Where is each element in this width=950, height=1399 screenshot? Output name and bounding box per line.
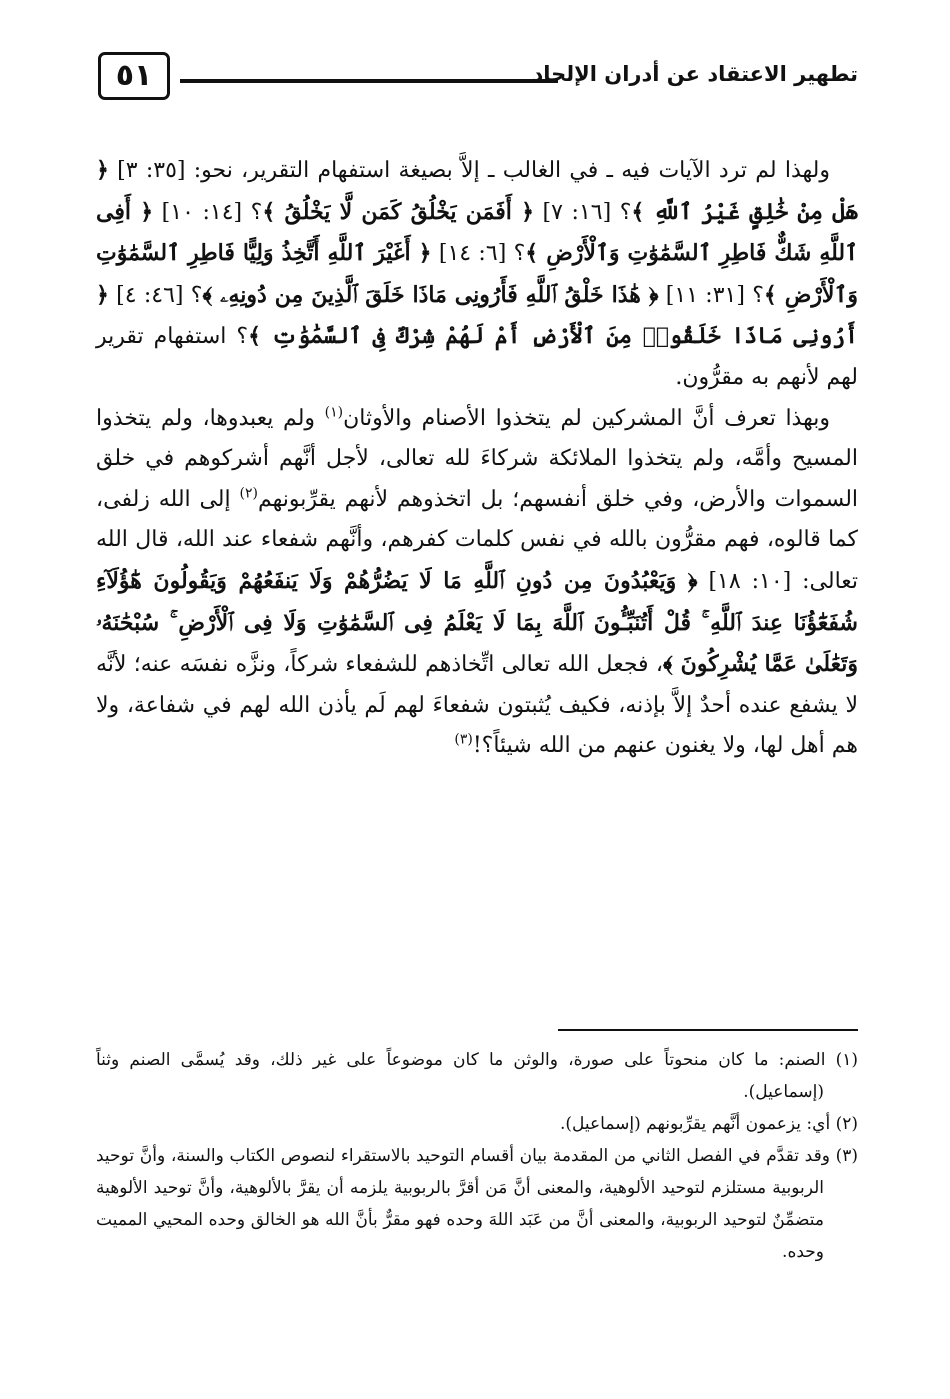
quran-verse: ﴿ هَلْ مِنْ خَٰلِقٍ غَيْرُ ٱللَّهِ ﴾ [96,157,859,225]
page-header [98,52,858,108]
footnotes [96,1044,858,1268]
text-run: ؟ [١٤: ١٠] [153,199,263,225]
quran-verse: ﴿ أَرُونِى مَاذَا خَلَقُوا۟ مِنَ ٱلْأَرْضِ أَمْ لَهُمْ شِرْكٌ فِى ٱلسَّمَٰوَٰتِ ﴾ [96,281,859,350]
paragraph-1 [96,150,858,399]
text-run: ؟ [٤٦: ٤] [108,282,203,308]
running-title: تطهير الاعتقاد عن أدران الإلحاد [532,62,858,86]
footnote-1: (١) الصنم: ما كان منحوتاً على صورة، والوثن ما كان موضوعاً على غير ذلك، وقد يُسمَّى الصنم وثناً (إسماعيل). [96,1050,858,1102]
footnote-separator [558,1029,858,1031]
text-run: ؟ [٦: ١٤] [431,241,526,267]
text-run: ، فجعل الله تعالى اتِّخاذهم للشفعاء شركاً، ونزَّه نفسَه عنه؛ لأنَّه لا يشفع عنده أحدٌ إلاَّ بإذنه، فكيف يُثبتون شفعاءَ لهم لَم يأذن الله لهم في شفاعة، ولا هم أهل لها، ولا يغنون عنهم من الله شيئاً؟! [96,652,858,759]
quran-verse: ﴿ هَٰذَا خَلْقُ ٱللَّهِ فَأَرُونِى مَاذَا خَلَقَ ٱلَّذِينَ مِن دُونِهِۦ ﴾ [202,281,659,308]
quran-verse: ﴿ أَفِى ٱللَّهِ شَكٌّ فَاطِرِ ٱلسَّمَٰوَٰتِ وَٱلْأَرْضِ ﴾ [96,198,859,267]
footnote-2: (٢) أي: يزعمون أنَّهم يقرِّبونهم (إسماعيل). [559,1114,858,1134]
quran-verse: ﴿ أَفَمَن يَخْلُقُ كَمَن لَّا يَخْلُقُ ﴾ [262,198,534,225]
footnote-3: (٣) وقد تقدَّم في الفصل الثاني من المقدمة بيان أقسام التوحيد بالاستقراء لنصوص الكتاب والسنة، وأنَّ توحيد الربوبية مستلزم لتوحيد الألوهية، والمعنى أنَّ مَن أقرَّ بالربوبية يلزمه أن يقرَّ بالألوهية، وأنَّ توحيد الألوهية متضمِّنٌ لتوحيد الربوبية، والمعنى أنَّ من عَبَد اللهَ وحده فهو مقرٌّ بأنَّ الله هو الخالق وحده المحيي المميت وحده. [96,1146,858,1262]
text-run: ولهذا لم ترد الآيات فيه ـ في الغالب ـ إلاَّ بصيغة استفهام التقرير، نحو: [٣٥: ٣] [108,158,831,183]
quran-verse: ﴿ أَغَيْرَ ٱللَّهِ أَتَّخِذُ وَلِيًّا فَاطِرِ ٱلسَّمَٰوَٰتِ وَٱلْأَرْضِ ﴾ [96,240,858,308]
header-rule [180,79,558,83]
text-run: ولم يعبدوها، ولم يتخذوا المسيح وأمَّه، ولم يتخذوا الملائكة شركاءَ لله تعالى، لأجل أنَّهم أشركوهم في خلق السموات والأرض، وفي خلق أنفسهم؛ بل اتخذوهم لأنهم يقرِّبونهم [96,405,859,512]
paragraph-2 [96,399,858,767]
footnote-ref-3: (٣) [454,731,473,748]
text-run: ؟ [٣١: ١١] [658,282,764,308]
page-number: ٥١ [98,52,170,100]
main-text [96,150,858,767]
text-run: إلى الله زلفى، كما قالوه، فهم مقرُّون بالله في نفس كلمات كفرهم، وأنَّهم شفعاء عند الله، قال الله تعالى: [١٠: ١٨] [96,486,859,594]
footnote-ref-2: (٢) [239,485,258,502]
text-run: وبهذا تعرف أنَّ المشركين لم يتخذوا الأصنام والأوثان [343,405,830,431]
text-run: ؟ [١٦: ٧] [533,199,632,225]
footnote-ref-1: (١) [324,404,344,421]
quran-verse: ﴿ وَيَعْبُدُونَ مِن دُونِ ٱللَّهِ مَا لَا يَضُرُّهُمْ وَلَا يَنفَعُهُمْ وَيَقُولُونَ هَٰٓؤُلَآءِ شُفَعَٰٓؤُنَا عِندَ ٱللَّهِ ۚ قُلْ أَتُنَبِّـُٔونَ ٱللَّهَ بِمَا لَا يَعْلَمُ فِى ٱلسَّمَٰوَٰتِ وَلَا فِى ٱلْأَرْضِ ۚ سُبْحَٰنَهُۥ وَتَعَٰلَىٰ عَمَّا يُشْرِكُونَ ﴾ [96,567,858,678]
text-run: ؟ استفهام تقرير لهم لأنهم به مقرُّون. [96,324,858,390]
